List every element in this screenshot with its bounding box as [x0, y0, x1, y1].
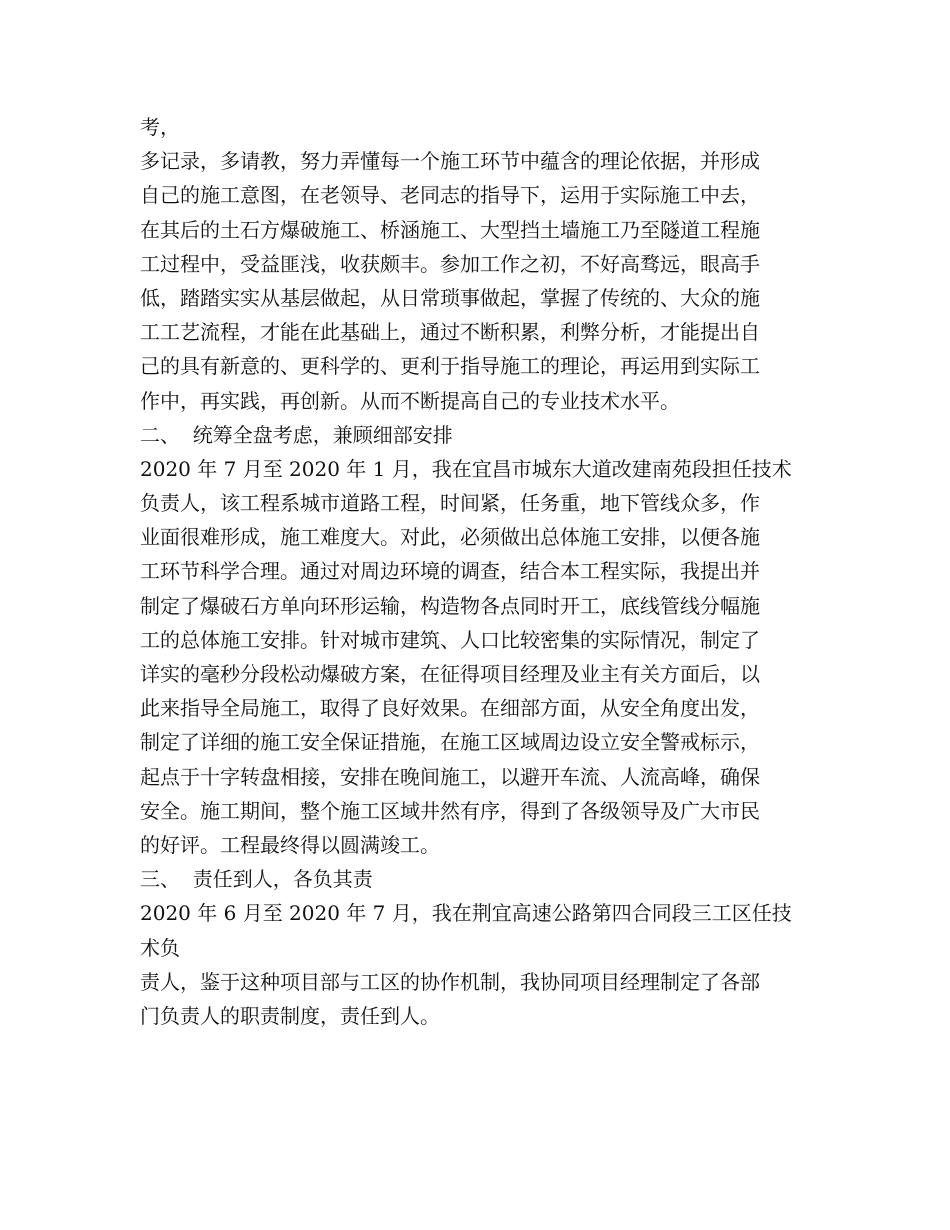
text-line: 2020 年 6 月至 2020 年 7 月，我在荆宜高速公路第四合同段三工区任技 [140, 901, 792, 926]
text-line: 负责人，该工程系城市道路工程，时间紧，任务重，地下管线众多，作 [140, 491, 760, 516]
text-line: 制定了详细的施工安全保证措施，在施工区域周边设立安全警戒标示， [140, 730, 760, 755]
text-line: 起点于十字转盘相接，安排在晚间施工，以避开车流、人流高峰，确保 [140, 764, 760, 789]
text-line: 2020 年 7 月至 2020 年 1 月，我在宜昌市城东大道改建南苑段担任技术 [140, 456, 792, 481]
text-line: 业面很难形成，施工难度大。对此，必须做出总体施工安排，以便各施 [140, 525, 760, 550]
text-line: 多记录，多请教，努力弄懂每一个施工环节中蕴含的理论依据，并形成 [140, 149, 760, 174]
text-line: 工环节科学合理。通过对周边环境的调查，结合本工程实际，我提出并 [140, 559, 760, 584]
text-line: 术负 [140, 935, 180, 960]
section-heading-3: 三、 责任到人，各负其责 [140, 867, 373, 892]
text-line: 责人，鉴于这种项目部与工区的协作机制，我协同项目经理制定了各部 [140, 969, 760, 994]
text-line: 自己的施工意图，在老领导、老同志的指导下，运用于实际施工中去， [140, 183, 760, 208]
text-line: 制定了爆破石方单向环形运输，构造物各点同时开工，底线管线分幅施 [140, 593, 760, 618]
text-line: 详实的毫秒分段松动爆破方案，在征得项目经理及业主有关方面后，以 [140, 662, 760, 686]
text-line: 在其后的土石方爆破施工、桥涵施工、大型挡土墙施工乃至隧道工程施 [140, 217, 760, 242]
document-body [140, 110, 820, 1033]
text-line: 低，踏踏实实从基层做起，从日常琐事做起，掌握了传统的、大众的施 [140, 285, 760, 310]
text-line: 作中，再实践，再创新。从而不断提高自己的专业技术水平。 [140, 388, 680, 413]
text-line: 工过程中，受益匪浅，收获颇丰。参加工作之初，不好高骛远，眼高手 [140, 251, 760, 276]
section-heading-2: 二、 统筹全盘考虑，兼顾细部安排 [140, 422, 453, 447]
text-line: 门负责人的职责制度，责任到人。 [140, 1003, 440, 1028]
text-line: 工工艺流程，才能在此基础上，通过不断积累，利弊分析，才能提出自 [140, 320, 760, 345]
text-line: 工的总体施工安排。针对城市建筑、人口比较密集的实际情况，制定了 [140, 627, 760, 652]
text-line: 安全。施工期间，整个施工区域井然有序，得到了各级领导及广大市民 [140, 798, 760, 823]
text-line: 己的具有新意的、更科学的、更利于指导施工的理论，再运用到实际工 [140, 354, 760, 379]
text-line: 的好评。工程最终得以圆满竣工。 [140, 832, 440, 857]
text-line: 此来指导全局施工，取得了良好效果。在细部方面，从安全角度出发， [140, 696, 760, 721]
text-line: 考， [140, 115, 180, 139]
